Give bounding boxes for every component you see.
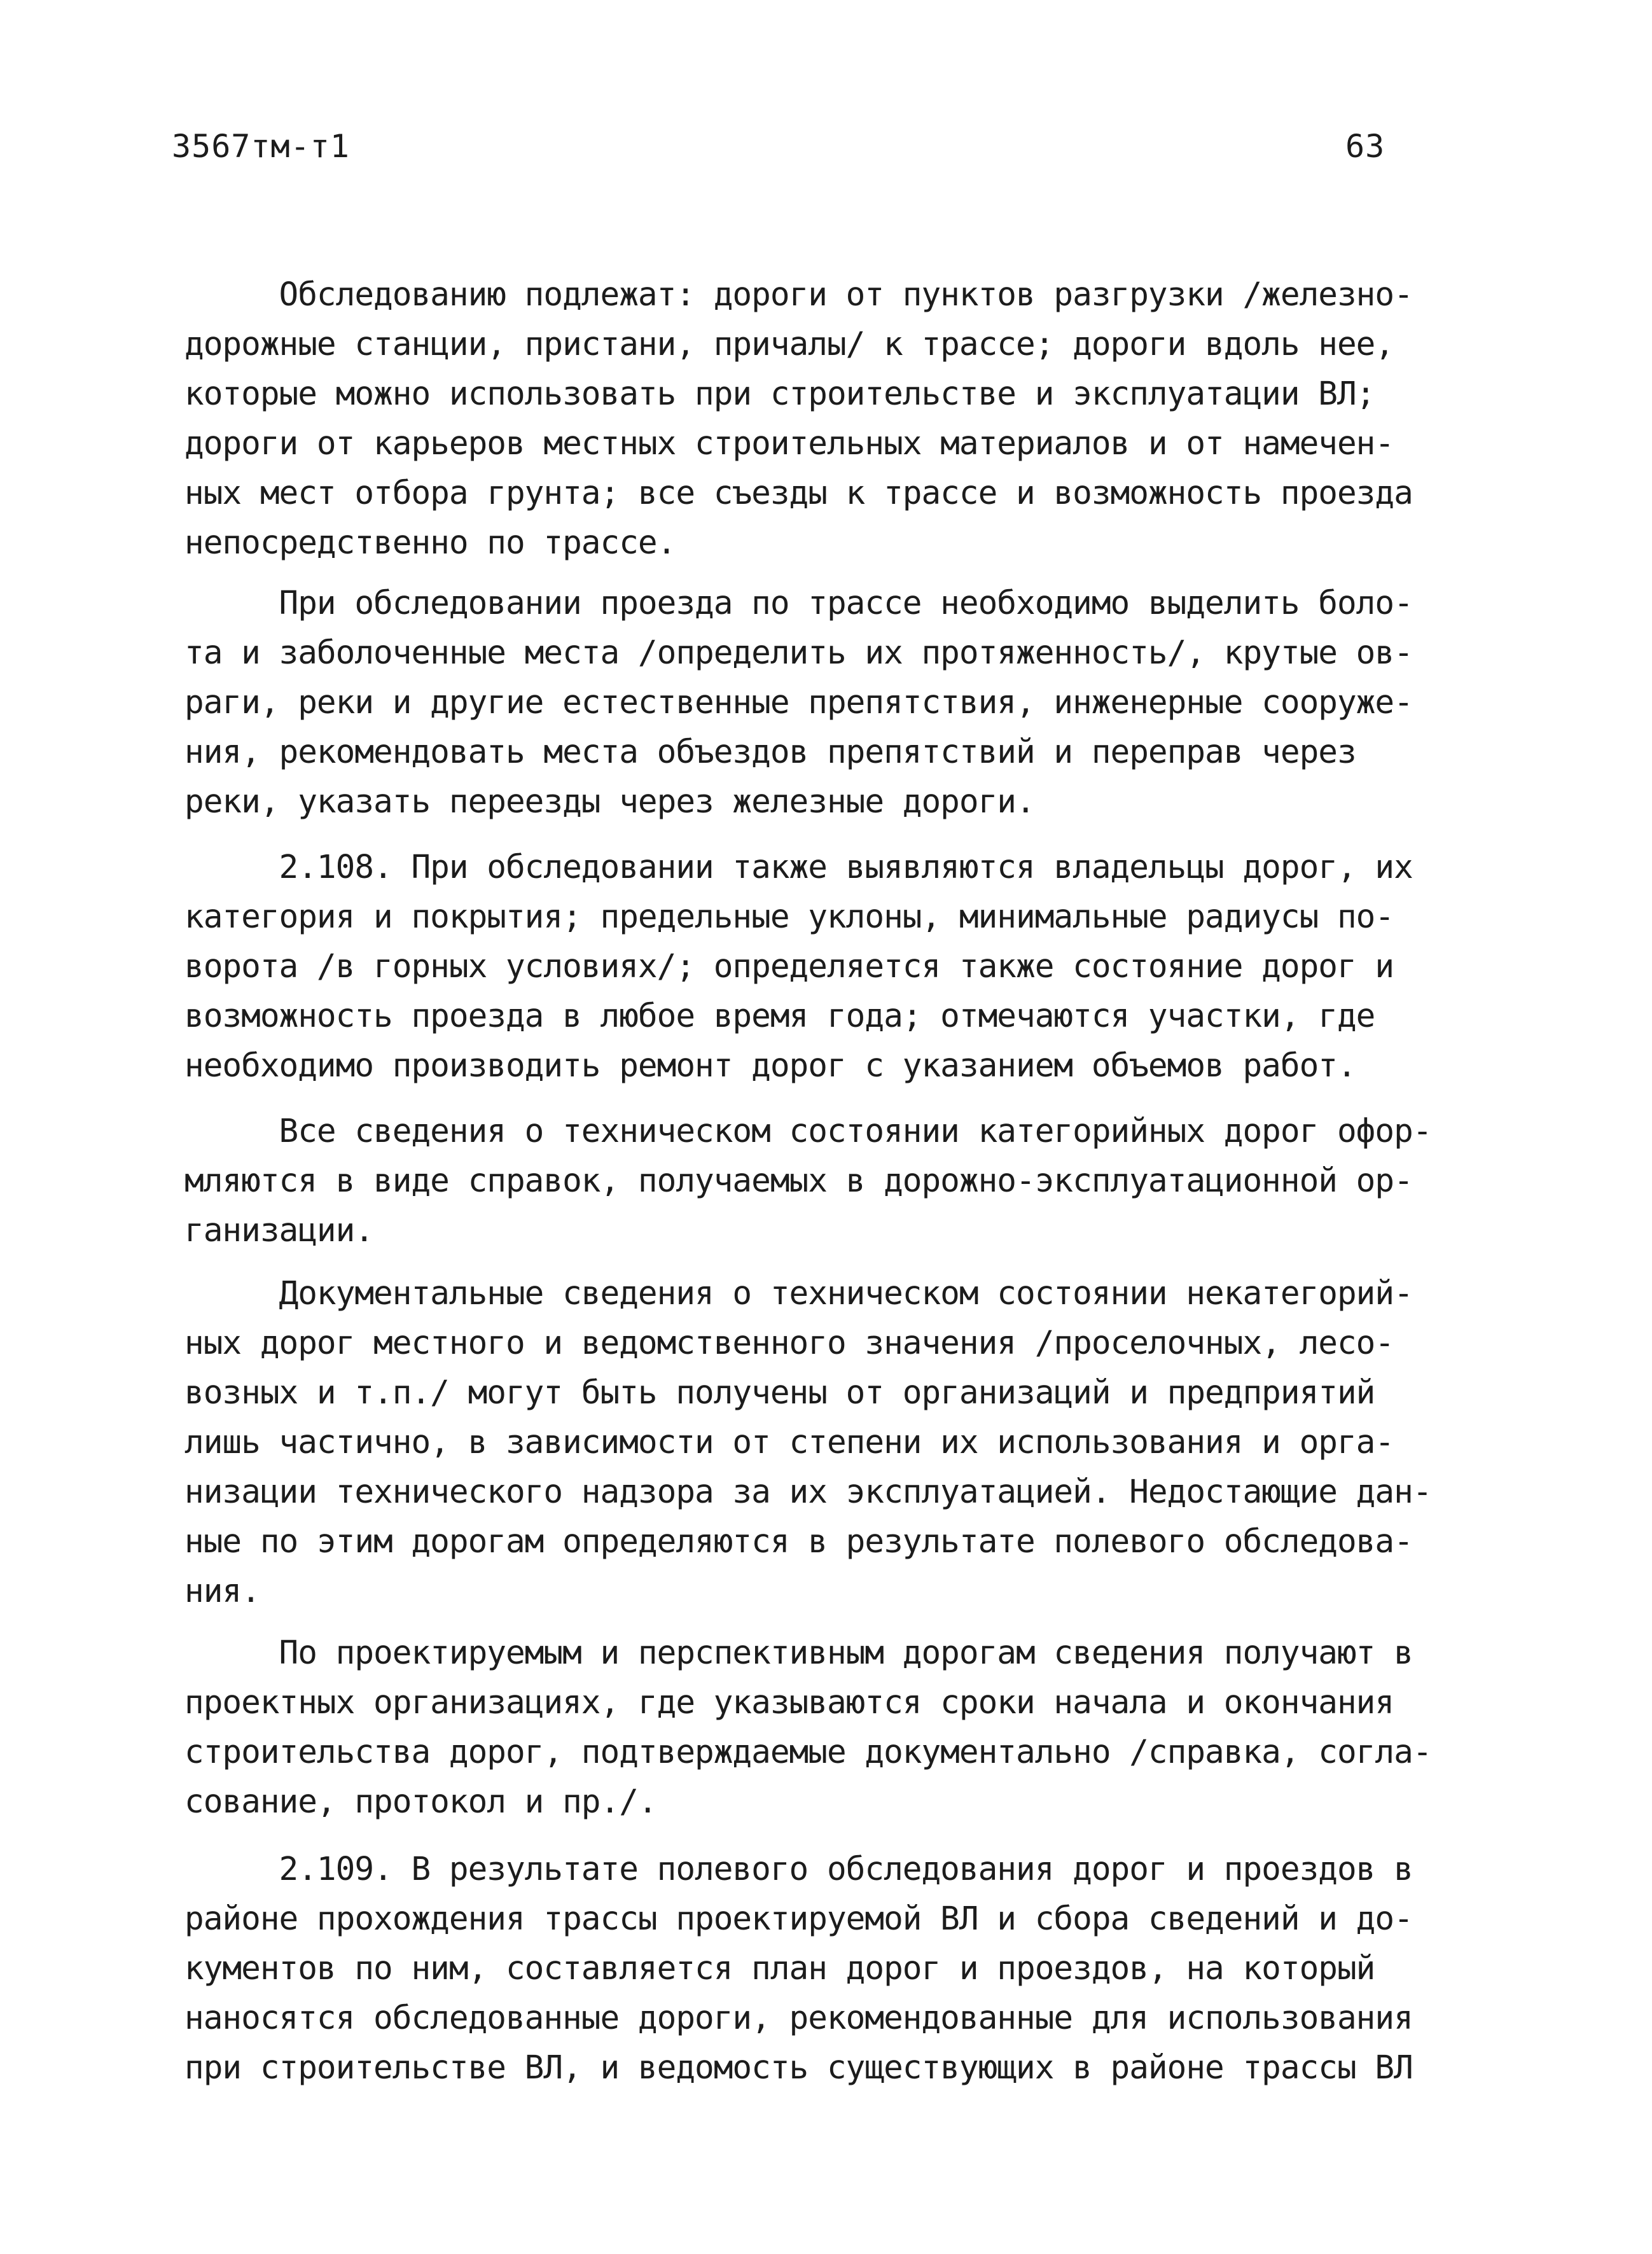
text-line: 2.109. В результате полевого обследования дорог и проездов в xyxy=(184,1851,1413,1888)
text-line: необходимо производить ремонт дорог с указанием объемов работ. xyxy=(184,1047,1356,1085)
text-line: Обследованию подлежат: дороги от пунктов разгрузки /железно- xyxy=(184,276,1413,314)
text-line: дороги от карьеров местных строительных материалов и от намечен- xyxy=(184,425,1394,463)
text-line: кументов по ним, составляется план дорог и проездов, на который xyxy=(184,1950,1375,1987)
paragraph-2-108 xyxy=(184,843,1489,1091)
text-line: ния, рекомендовать места объездов препятствий и переправ через xyxy=(184,734,1356,771)
paragraph-projected-roads xyxy=(184,1629,1489,1827)
text-line: категория и покрытия; предельные уклоны, минимальные радиусы по- xyxy=(184,898,1394,936)
text-line: Документальные сведения о техническом состоянии некатегорий- xyxy=(184,1275,1413,1312)
text-line: раги, реки и другие естественные препятствия, инженерные сооруже- xyxy=(184,684,1413,721)
page-number: 63 xyxy=(1345,128,1385,165)
paragraph-non-category-roads xyxy=(184,1269,1489,1617)
text-line: проектных организациях, где указываются сроки начала и окончания xyxy=(184,1684,1394,1722)
text-line: При обследовании проезда по трассе необходимо выделить боло- xyxy=(184,585,1413,622)
text-line: ных дорог местного и ведомственного значения /проселочных, лесо- xyxy=(184,1325,1394,1362)
text-line: возможность проезда в любое время года; отмечаются участки, где xyxy=(184,998,1375,1035)
text-line: сование, протокол и пр./. xyxy=(184,1783,657,1821)
text-line: при строительстве ВЛ, и ведомость существующих в районе трассы ВЛ xyxy=(184,2049,1413,2087)
text-line: ворота /в горных условиях/; определяется также состояние дорог и xyxy=(184,948,1394,985)
paragraph-2-109 xyxy=(184,1845,1489,2093)
text-line: По проектируемым и перспективным дорогам сведения получают в xyxy=(184,1634,1413,1672)
text-line: ния. xyxy=(184,1573,260,1610)
paragraph-route-survey xyxy=(184,579,1489,827)
text-line: ных мест отбора грунта; все съезды к трассе и возможность проезда xyxy=(184,475,1413,512)
text-line: лишь частично, в зависимости от степени их использования и орга- xyxy=(184,1424,1394,1461)
text-line: Все сведения о техническом состоянии категорийных дорог офор- xyxy=(184,1113,1432,1150)
text-line: ные по этим дорогам определяются в результате полевого обследова- xyxy=(184,1523,1413,1561)
text-line: строительства дорог, подтверждаемые документально /справка, согла- xyxy=(184,1734,1432,1771)
text-line: наносятся обследованные дороги, рекомендованные для использования xyxy=(184,2000,1413,2037)
paragraph-category-roads xyxy=(184,1107,1489,1256)
text-line: районе прохождения трассы проектируемой ВЛ и сбора сведений и до- xyxy=(184,1900,1413,1938)
paragraph-survey-subjects xyxy=(184,270,1489,568)
text-line: ганизации. xyxy=(184,1212,374,1249)
text-line: реки, указать переезды через железные дороги. xyxy=(184,783,1035,821)
text-line: которые можно использовать при строительстве и эксплуатации ВЛ; xyxy=(184,375,1375,413)
text-line: низации технического надзора за их эксплуатацией. Недостающие дан- xyxy=(184,1473,1432,1511)
text-line: непосредственно по трассе. xyxy=(184,524,676,562)
text-line: возных и т.п./ могут быть получены от организаций и предприятий xyxy=(184,1374,1375,1412)
text-line: дорожные станции, пристани, причалы/ к трассе; дороги вдоль нее, xyxy=(184,326,1394,363)
text-line: 2.108. При обследовании также выявляются владельцы дорог, их xyxy=(184,849,1413,886)
text-line: та и заболоченные места /определить их протяженность/, крутые ов- xyxy=(184,634,1413,672)
document-code: 3567тм-т1 xyxy=(172,128,350,165)
text-line: мляются в виде справок, получаемых в дорожно-эксплуатационной ор- xyxy=(184,1162,1413,1200)
